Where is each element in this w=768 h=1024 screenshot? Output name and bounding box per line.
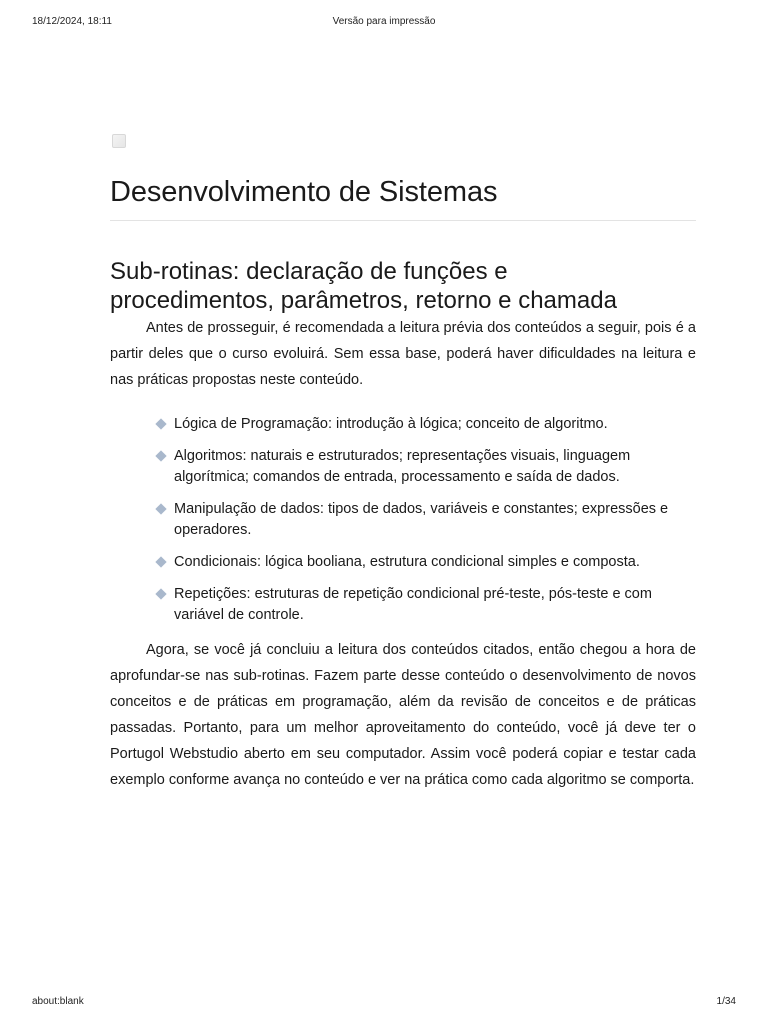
list-item — [156, 446, 696, 488]
diamond-bullet-icon — [155, 418, 166, 429]
page-url: about:blank — [32, 996, 84, 1007]
topic-text: Repetições: estruturas de repetição condicional pré-teste, pós-teste e com variável de controle. — [174, 586, 652, 623]
intro-paragraph: Antes de prosseguir, é recomendada a leitura prévia dos conteúdos a seguir, pois é a partir deles que o curso evoluirá. Sem essa base, poderá haver dificuldades na leitura e nas práticas propostas neste conteúdo. — [110, 320, 696, 388]
diamond-bullet-icon — [155, 588, 166, 599]
list-item — [156, 584, 696, 626]
diamond-bullet-icon — [155, 450, 166, 461]
lesson-title-line-1: Sub-rotinas: declaração de funções e — [110, 258, 508, 285]
print-datetime: 18/12/2024, 18:11 — [32, 16, 112, 27]
print-header-title: Versão para impressão — [332, 16, 436, 27]
course-title: Desenvolvimento de Sistemas — [110, 176, 498, 208]
broken-image-icon — [112, 134, 126, 148]
list-item — [156, 414, 696, 435]
topic-text: Algoritmos: naturais e estruturados; representações visuais, linguagem algorítmica; comandos de entrada, processamento e saída de dados. — [174, 448, 631, 485]
diamond-bullet-icon — [155, 503, 166, 514]
lesson-title — [110, 257, 696, 315]
page-indicator: 1/34 — [716, 996, 736, 1007]
prerequisite-topics-list — [110, 414, 696, 626]
diamond-bullet-icon — [155, 556, 166, 567]
title-divider — [110, 220, 696, 221]
print-footer — [32, 996, 736, 1012]
topic-text: Lógica de Programação: introdução à lógica; conceito de algoritmo. — [174, 416, 608, 432]
list-item — [156, 552, 696, 573]
list-item — [156, 499, 696, 541]
document-content — [110, 134, 696, 793]
closing-paragraph: Agora, se você já concluiu a leitura dos conteúdos citados, então chegou a hora de aprofundar-se nas sub-rotinas. Fazem parte desse conteúdo o desenvolvimento de novos conceitos e de práticas em programação, além da revisão de conceitos e de práticas passadas. Portanto, para um melhor aproveitamento do conteúdo, você já deve ter o Portugol Webstudio aberto em seu computador. Assim você poderá copiar e testar cada exemplo conforme avança no conteúdo e ver na prática como cada algoritmo se comporta. — [110, 642, 696, 788]
print-header — [32, 16, 736, 32]
topic-text: Manipulação de dados: tipos de dados, variáveis e constantes; expressões e operadores. — [174, 501, 669, 538]
topic-text: Condicionais: lógica booliana, estrutura condicional simples e composta. — [174, 554, 640, 570]
lesson-title-line-2: procedimentos, parâmetros, retorno e chamada — [110, 287, 617, 314]
